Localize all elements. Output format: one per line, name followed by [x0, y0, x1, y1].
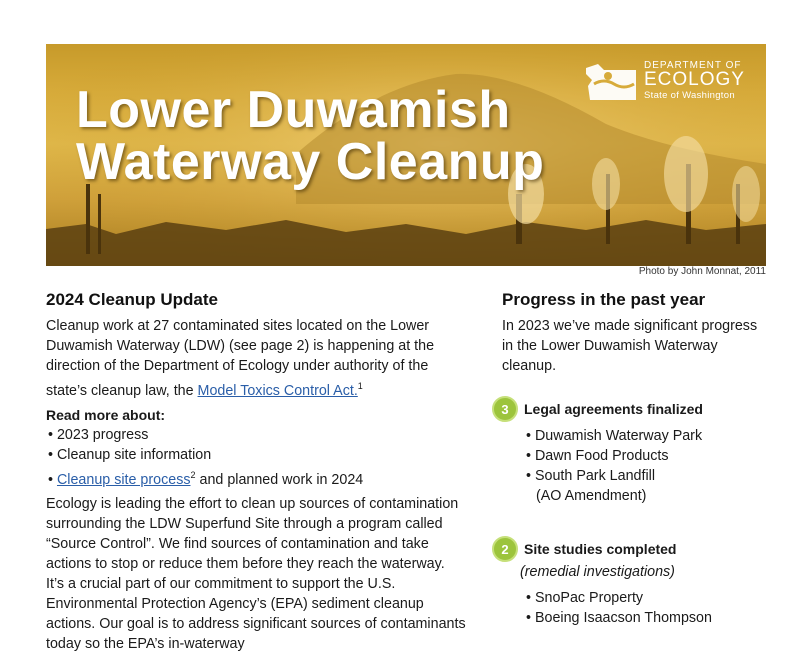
list-item: • Cleanup site process$^2$ and planned work in 2024	[48, 469, 364, 488]
read-more-label: Read more about:	[46, 406, 166, 423]
list-item: • Duwamish Waterway Park	[526, 428, 703, 444]
photo-credit: Photo by John Monnat, 2011	[638, 266, 766, 277]
agreements-list	[526, 426, 772, 506]
washington-state-icon	[584, 62, 638, 102]
list-item: • 2023 progress	[48, 426, 149, 443]
list-item: • SnoPac Property	[526, 590, 644, 606]
progress-section-legal	[502, 396, 772, 506]
list-item: • Cleanup site information	[48, 446, 212, 463]
list-item: (AO Amendment)	[536, 488, 647, 504]
cleanup-process-link[interactable]: Cleanup site process	[56, 471, 191, 488]
title-line-1: Lower Duwamish	[76, 81, 511, 139]
page-title	[76, 81, 545, 191]
footnote-1: 1	[357, 381, 363, 391]
body-paragraph: Ecology is leading the effort to clean up sources of contamination surrounding the LDW Superfund Site through a program called “Source Control”. We find sources of contamination and take actions to stop or reduce them before they reach the waterway. It’s a crucial part of our commitment to support the U.S. Environmental Protection Agency’s (EPA) sediment cleanup actions. Our goal is to address significant sources of contaminants today so the EPA’s in-waterway	[46, 495, 466, 652]
section-heading: 2024 Cleanup Update	[46, 290, 218, 309]
right-column	[502, 290, 772, 628]
count-badge: 2	[492, 536, 518, 562]
progress-section-studies	[502, 536, 772, 628]
logo-name: ECOLOGY	[644, 69, 745, 90]
ecology-logo	[584, 60, 764, 104]
count-badge: 3	[492, 396, 518, 422]
intro-paragraph: Cleanup work at 27 contaminated sites located on the Lower Duwamish Waterway (LDW) (see page 2) is happening at the direction of the Department of Ecology under authority of the state’s cleanup law, the Model Toxics Control Act.$^1$	[46, 318, 435, 399]
section-subtitle: (remedial investigations)	[520, 564, 675, 580]
list-item: • South Park Landfill	[526, 468, 655, 484]
banner-photo	[46, 44, 766, 266]
logo-state: State of Washington	[644, 90, 735, 101]
studies-list	[526, 588, 772, 628]
read-more-list	[48, 425, 466, 490]
progress-intro: In 2023 we’ve made significant progress in the Lower Duwamish Waterway cleanup.	[502, 318, 758, 374]
progress-heading: Progress in the past year	[502, 290, 706, 309]
title-line-2: Waterway Cleanup	[76, 133, 545, 191]
list-item: • Boeing Isaacson Thompson	[526, 610, 712, 626]
left-column	[46, 290, 466, 654]
logo-dept: DEPARTMENT OF	[644, 60, 742, 71]
model-toxics-link[interactable]: Model Toxics Control Act.	[197, 382, 358, 399]
section-title: Legal agreements finalized	[524, 401, 703, 417]
list-item: • Dawn Food Products	[526, 448, 669, 464]
section-title: Site studies completed	[524, 541, 677, 557]
